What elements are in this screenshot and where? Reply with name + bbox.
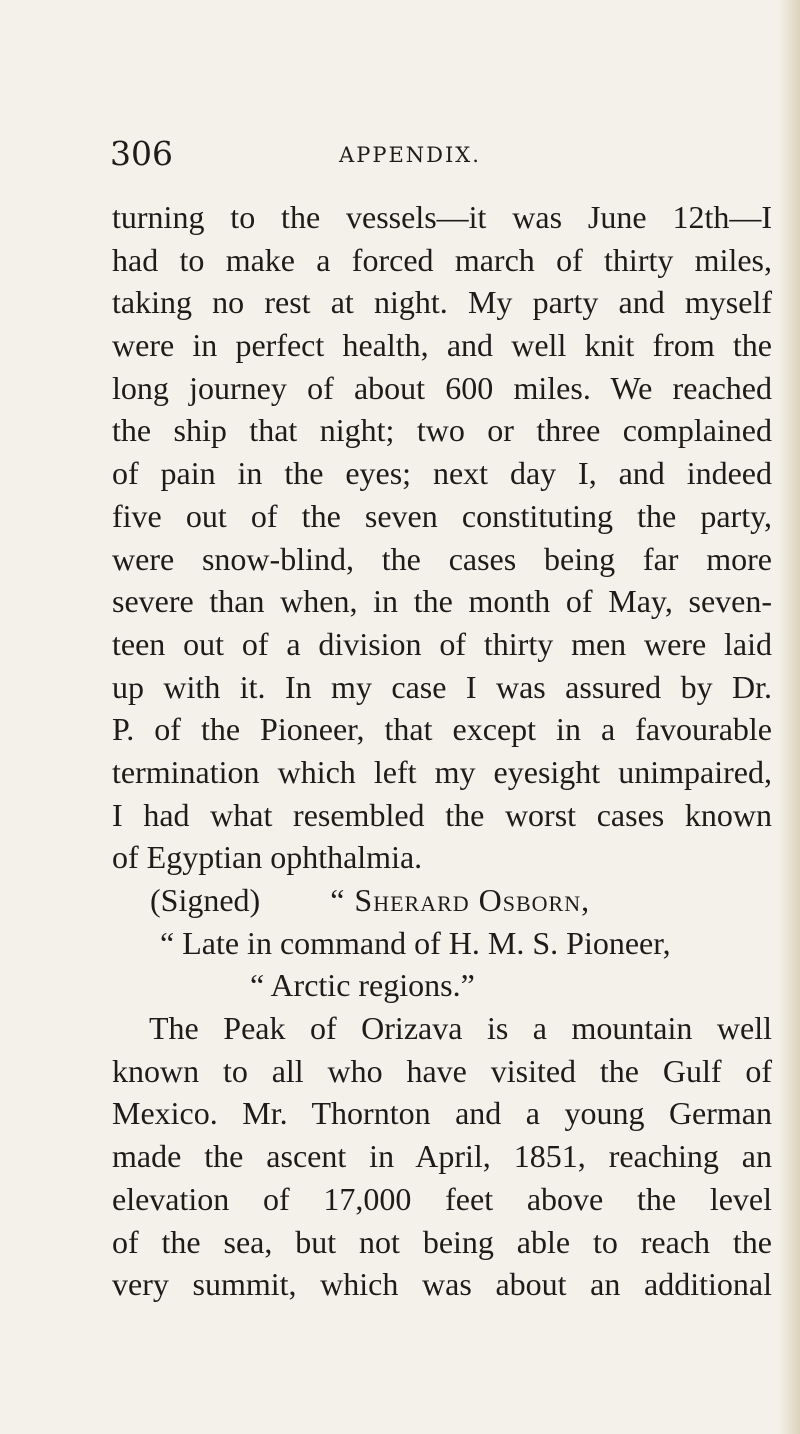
text-line: were in perfect health, and well knit from the: [112, 327, 772, 364]
text-line: long journey of about 600 miles. We reached: [112, 369, 772, 406]
text-line: of pain in the eyes; next day I, and indeed: [112, 455, 772, 492]
text-line: taking no rest at night. My party and myself: [112, 284, 772, 321]
running-head: APPENDIX.: [339, 143, 481, 167]
signatory-name: “ Sherard Osborn,: [330, 882, 591, 918]
text-line: very summit, which was about an additional: [112, 1266, 772, 1303]
text-line: severe than when, in the month of May, seven-: [112, 583, 772, 620]
page-edge: [778, 0, 800, 1434]
signature-line: “ Late in command of H. M. S. Pioneer,: [160, 924, 671, 961]
text-line: of the sea, but not being able to reach the: [112, 1223, 772, 1260]
text-line: Mexico. Mr. Thornton and a young German: [112, 1095, 772, 1132]
text-line: turning to the vessels—it was June 12th—I: [112, 199, 772, 235]
text-line: termination which left my eyesight unimpaired,: [112, 753, 772, 790]
signature-line: [112, 879, 772, 922]
text-line: were snow-blind, the cases being far more: [112, 540, 772, 577]
text-line: of Egyptian ophthalmia.: [112, 839, 423, 876]
text-line: teen out of a division of thirty men were laid: [112, 625, 772, 662]
text-line: I had what resembled the worst cases known: [112, 796, 772, 833]
signed-label: (Signed): [150, 882, 261, 918]
text-line: The Peak of Orizava is a mountain well: [149, 1010, 772, 1047]
text-line: up with it. In my case I was assured by Dr.: [112, 668, 772, 705]
text-line: had to make a forced march of thirty miles,: [112, 241, 772, 278]
text-line: the ship that night; two or three complained: [112, 412, 772, 449]
text-line: known to all who have visited the Gulf of: [112, 1052, 772, 1089]
text-line: P. of the Pioneer, that except in a favourable: [112, 711, 772, 748]
text-line: made the ascent in April, 1851, reaching an: [112, 1138, 772, 1175]
text-line: five out of the seven constituting the party,: [112, 497, 772, 534]
page-number: 306: [110, 134, 173, 173]
body-text: [112, 196, 772, 1306]
signature-line: “ Arctic regions.”: [250, 967, 475, 1004]
text-line: elevation of 17,000 feet above the level: [112, 1180, 772, 1217]
